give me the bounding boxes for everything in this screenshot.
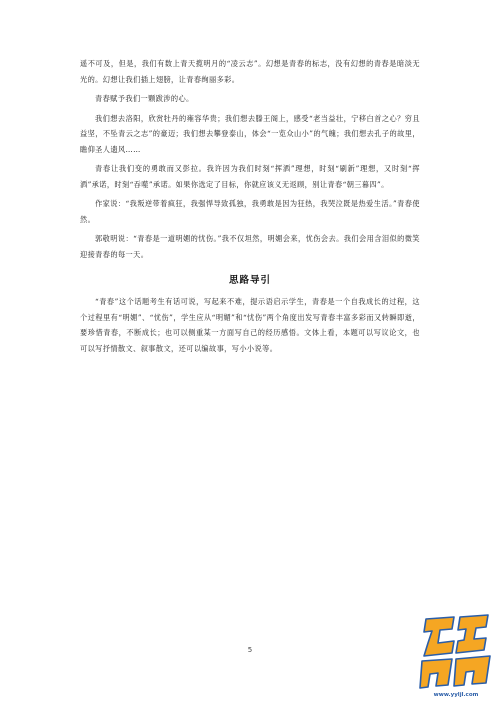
section-heading: 思路导引 [228,275,271,286]
logo-graphic [418,613,494,699]
paragraph: 我们想去洛阳，欣赏牡丹的雍容华贵；我们想去滕王阁上，感受“老当益壮，宁移白首之心？穷且益坚，不坠青云之志”的豪迈；我们想去攀登泰山，体会“一览众山小”的气魄；我们想去孔子的故里，瞻仰圣人遗风…… [80,113,420,154]
paragraph: 青春赋予我们一颗跋涉的心。 [95,94,194,103]
page-number: 5 [247,646,253,654]
logo-url-text: www.yyljl.com [433,692,479,698]
paragraph: 遥不可及，但是，我们有数上青天揽明月的“凌云志”。幻想是青春的标志，没有幻想的青春是暗淡无光的。幻想让我们插上翅膀，让青春绚丽多彩。 [80,59,420,84]
site-logo-watermark [418,613,494,699]
paragraph: 青春让我们变的勇敢而又彭拉。我许因为我们时刻“挥洒”理想，时刻“刷新”理想，又时刻“挥洒”承诺，时刻“吞噬”承诺。如果你选定了目标，你就应该义无返顾，别让青春“朝三暮四”。 [80,164,420,189]
guide-paragraph: “青春”这个话题考生有话可说，写起来不难，提示语启示学生，青春是一个自我成长的过程，这个过程里有“明媚”、“忧伤”，学生应从“明媚”和“忧伤”两个角度出发写青春丰富多彩而又转瞬即逝，要珍惜青春，不断成长；也可以侧重某一方面写自己的经历感悟。文体上看，本题可以写议论文，也可以写抒情散文、叙事散文，还可以编故事，写小小说等。 [80,297,420,353]
paragraph: 郭敬明说：“青春是一道明媚的忧伤。”我不仅坦然，明媚会来，忧伤会去。我们会用含泪似的微笑迎接青春的每一天。 [80,234,420,259]
document-body [80,56,420,360]
paragraph: 作家说：“我叛逆带着疯狂，我强悍导致孤独，我勇敢是因为狂热，我哭泣既是热爱生活。”青春使然。 [80,199,420,224]
